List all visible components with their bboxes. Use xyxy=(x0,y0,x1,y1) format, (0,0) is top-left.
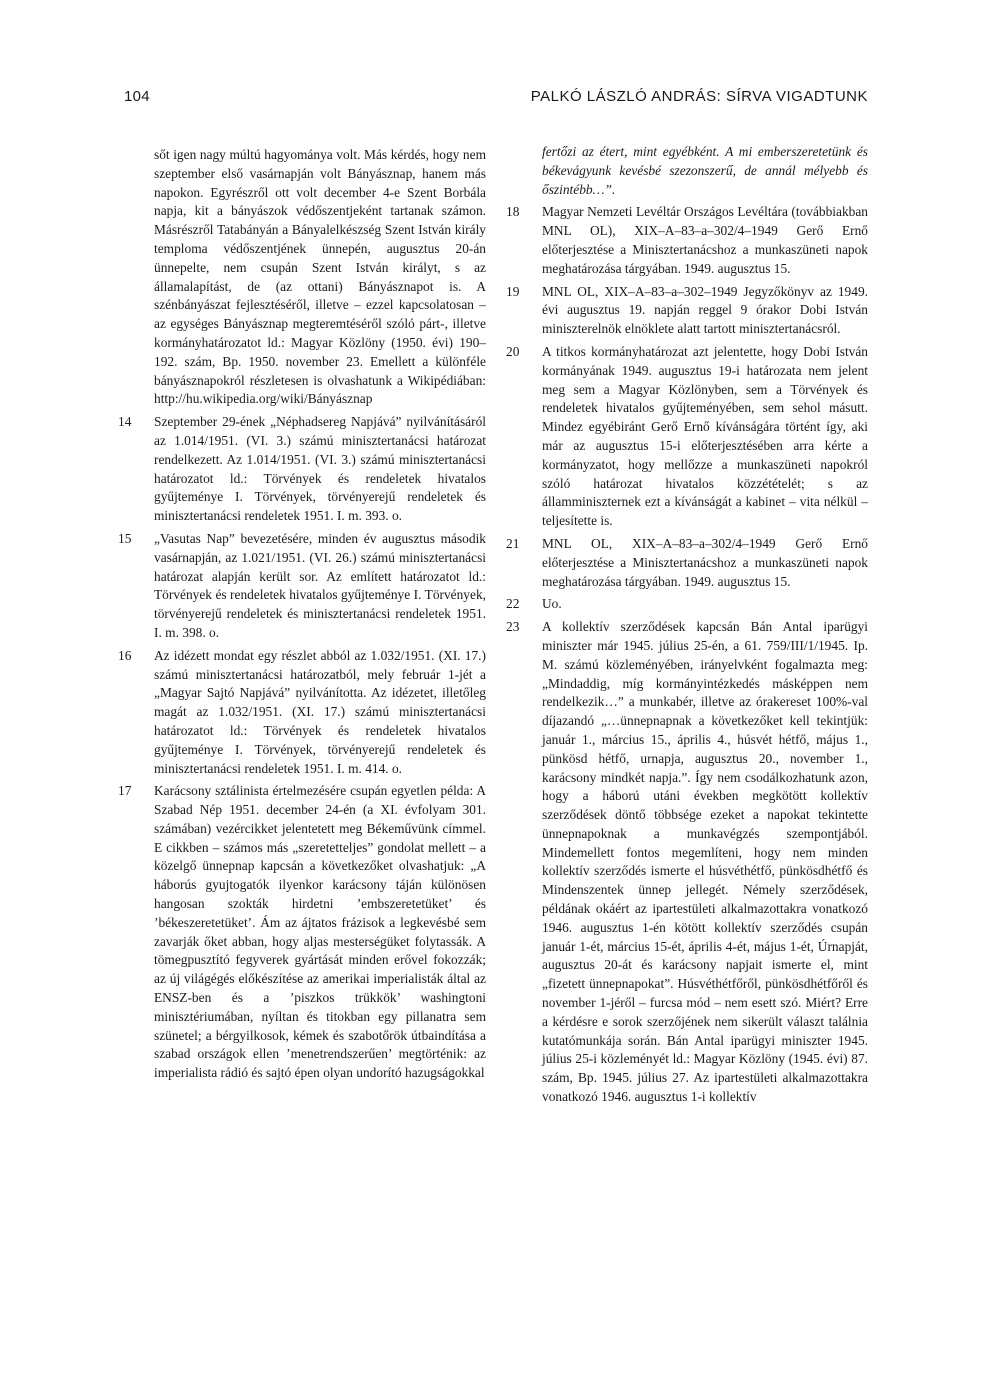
footnote-14 xyxy=(118,413,486,526)
footnote-text: fertőzi az étert, mint egyébként. A mi emberszeretetünk és békevágyunk kevésbé szezonszerű, de annál mélyebb és őszintébb…”. xyxy=(542,144,868,197)
footnote-text: sőt igen nagy múltú hagyománya volt. Más kérdés, hogy nem szeptember első vasárnapján volt Bányásznap, hanem más napokon. Egyrészről ott volt december 4-e Szent Borbála napja, kit a bányászok védőszentjeként tartanak számon. Másrészről Tatabányán a Bányalelkészség Szent István király temploma védőszentjének ünnepén, augusztus 20-án ünnepelte, nem csupán Szent István királyt, s az államalapítást, de (az ottani) Bányásznapot is. A szénbányászat fejlesztéséről, illetve – ezzel kapcsolatosan – az egységes Bányásznap megteremtéséről szóló párt-, illetve kormányhatározatot ld.: Magyar Közlöny (1950. évi) 190–192. szám, Bp. 1950. november 23. Emellett a különféle bányásznapokról részletesen is olvashatunk a Wikipédiában: http://hu.wikipedia.org/wiki/Bányásznap xyxy=(154,147,486,407)
footnote-17 xyxy=(118,782,486,1083)
footnote-21 xyxy=(506,535,868,591)
footnote-text: Az idézett mondat egy részlet abból az 1.032/1951. (XI. 17.) számú minisztertanácsi határozatból, mely február 1-jét a „Magyar Sajtó Napjává” nyilvánította. Az idézetet, illetőleg magát az 1.032/1951. (XI. 17.) számú minisztertanácsi határozatot ld.: Törvények és rendeletek hivatalos gyűjteménye I. Törvények, törvényerejű rendeletek és minisztertanácsi rendeletek 1951. I. m. 414. o. xyxy=(154,647,486,776)
footnote-number: 17 xyxy=(118,783,132,799)
footnote-text: Magyar Nemzeti Levéltár Országos Levéltára (továbbiakban MNL OL), XIX–A–83–a–302/4–1949 Gerő Ernő előterjesztése a Minisztertanácshoz a munkaszüneti napok meghatározása tárgyában. 1949. augusztus 15. xyxy=(542,204,868,276)
footnote-number: 23 xyxy=(506,619,520,635)
footnote-22 xyxy=(506,595,868,614)
footnote-18 xyxy=(506,203,868,278)
footnote-text: A kollektív szerződések kapcsán Bán Antal iparügyi miniszter már 1945. július 25-én, a 61. 759/III/1/1945. Ip. M. számú közleményében, irányelvként fogalmazta meg: „Mindaddig, míg kormányintézkedés másképpen nem rendelkezik…” a munkabér, illetve az órakereset 100%-val díjazandó „…ünnepnapnak a következőket kell tekintjük: január 1., március 15., április 4., húsvét hétfő, május 1., pünkösd hétfő, urnapja, augusztus 20., november 1., karácsony mindkét napja.”. Így nem csodálkozhatunk azon, hogy a háború utáni években megkötött kollektív szerződések döntő többsége ezeket a napokat tekintette ünnepnapoknak a munkavégzés szempontjából. Mindemellett fontos megemlíteni, hogy nem minden kollektív szerződés ismerte el húsvéthétfő, pünkösdhétfő és Mindenszentek ünnep jellegét. Némely szerződések, példának okáért az ipartestületi alkalmazottakra vonatkozó 1946. augusztus 1-én kötött kollektív szerződés csupán január 1-ét, március 15-ét, április 4-ét, május 1-ét, Úrnapját, augusztus 20-át és karácsony napjait ismerte el, mint „fizetett ünnepnapokat”. Húsvéthétfőről, pünkösdhétfőről és november 1-jéről – furcsa mód – nem esett szó. Miért? Erre a kérdésre e sorok szerzőjének nem sikerült választ találnia kutatómunkája során. Bán Antal iparügyi miniszter 1945. július 25-i közleményét ld.: Magyar Közlöny (1945. évi) 87. szám, Bp. 1945. július 27. Az ipartestületi alkalmazottakra vonatkozó 1946. augusztus 1-i kollektív xyxy=(542,619,868,1105)
footnote-number: 21 xyxy=(506,535,520,551)
footnote-15 xyxy=(118,530,486,643)
footnote-text: Szeptember 29-ének „Néphadsereg Napjává” nyilvánításáról az 1.014/1951. (VI. 3.) számú minisztertanácsi határozat rendelkezett. Az 1.014/1951. (VI. 3.) számú minisztertanácsi határozatot ld.: Törvények és rendeletek hivatalos gyűjteménye I. Törvények, törvényerejű rendeletek és minisztertanácsi rendeletek 1951. I. m. 393. o. xyxy=(154,414,486,524)
footnote-number: 22 xyxy=(506,596,520,612)
footnote-text: Uo. xyxy=(542,596,562,612)
footnote-number: 19 xyxy=(506,283,520,299)
left-column xyxy=(118,146,486,1087)
footnote-number: 16 xyxy=(118,647,132,663)
footnote-number: 18 xyxy=(506,204,520,220)
footnote-16 xyxy=(118,647,486,779)
footnote-number: 14 xyxy=(118,414,132,430)
footnote-text: MNL OL, XIX–A–83–a–302–1949 Jegyzőkönyv az 1949. évi augusztus 19. napján reggel 9 órakor Dobi István miniszterelnök elnöklete alatt tartott minisztertanácsról. xyxy=(542,283,868,337)
footnote-continuation xyxy=(506,143,868,199)
page-number: 104 xyxy=(124,88,150,105)
running-title: PALKÓ LÁSZLÓ ANDRÁS: SÍRVA VIGADTUNK xyxy=(530,88,868,105)
footnote-text: MNL OL, XIX–A–83–a–302/4–1949 Gerő Ernő előterjesztése a Minisztertanácshoz a munkaszüneti napok meghatározása tárgyában. 1949. augusztus 15. xyxy=(542,535,868,589)
footnote-text: Karácsony sztálinista értelmezésére csupán egyetlen példa: A Szabad Nép 1951. december 24-én (a XI. évfolyam 301. számában) vezércikket jelentetett meg Békeművünk címmel. E cikkben – számos más „szeretetteljes” gondolat mellett – a közelgő ünnepnap kapcsán a következőket olvashatjuk: „A háborús gyujtogatók ilyenkor karácsony táján különösen hangosan szokták hirdetni ’embszeretetüket’ és ’békeszeretetüket’. Ám az ájtatos frázisok a legkevésbé sem zavarják őket abban, hogy aljas mesterségüket folytassák. A tömegpusztító fegyverek gyártását minden erővel fokozzák; az új világégés előkészítése az amerikai imperialisták által az ENSZ-ben és a ’piszkos trükkök’ washingtoni minisztériumában, nyíltan és titokban egy pillanatra sem szünetel; a bérgyilkosok, kémek és szabotőrök útbaindítása a szabad országok ellen ’menetrendszerűen’ megtörténik: az imperialista rádió és sajtó épen olyan undorító hazugságokkal xyxy=(154,783,486,1081)
footnote-continuation xyxy=(118,146,486,409)
footnote-19 xyxy=(506,283,868,339)
footnote-text: „Vasutas Nap” bevezetésére, minden év augusztus második vasárnapján, az 1.021/1951. (VI. 26.) számú minisztertanácsi határozat alapján került sor. Az említett határozatot ld.: Törvények és rendeletek hivatalos gyűjteménye I. Törvények, törvényerejű rendeletek és minisztertanácsi rendeletek 1951. I. m. 398. o. xyxy=(154,530,486,640)
right-column xyxy=(506,143,868,1111)
footnote-20 xyxy=(506,343,868,531)
footnote-number: 15 xyxy=(118,530,132,546)
footnote-text: A titkos kormányhatározat azt jelentette, hogy Dobi István kormányának 1949. augusztus 19-i határozata nem jelent meg sem a Magyar Közlönyben, sem a Törvények és rendeletek hivatalos gyűjteményében, sem sehol másutt. Mindez egyébiránt Gerő Ernő kívánságára történt így, aki már az augusztus 15-i előterjesztésében arra kérte a kormányzatot, hogy mellőzze a munkaszüneti napokról szóló határozat hivatalos közzétételét; s az államminiszternek ezt a kívánságát a kabinet – vita nélkül – teljesítette is. xyxy=(542,343,868,529)
footnote-number: 20 xyxy=(506,343,520,359)
footnote-23 xyxy=(506,618,868,1107)
